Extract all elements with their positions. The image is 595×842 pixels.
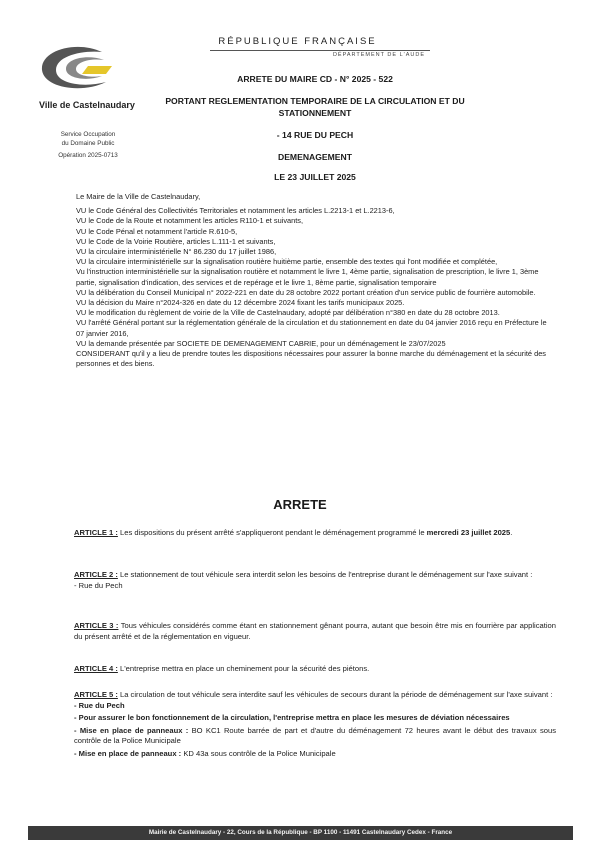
logo-yellow-mark: [82, 66, 112, 74]
preamble-line: VU la délibération du Conseil Municipal n° 2022-221 en date du 28 octobre 2022 portant création d'un service public de fourrière automobile.: [76, 287, 536, 297]
article-5-street: - Rue du Pech: [74, 700, 125, 710]
departement-label: DÉPARTEMENT DE L'AUDE: [332, 52, 425, 58]
service-line-1: Service Occupation: [60, 131, 116, 138]
article-5-bullet-3-text: KD 43a sous contrôle de la Police Municipale: [181, 748, 336, 758]
header-divider: [210, 50, 430, 51]
date-line: LE 23 JUILLET 2025: [274, 172, 356, 182]
page-footer: Mairie de Castelnaudary - 22, Cours de la République - BP 1100 - 11491 Castelnaudary Cedex - France: [28, 826, 573, 840]
preamble-line: CONSIDERANT qu'il y a lieu de prendre toutes les dispositions nécessaires pour assurer la bonne marche du déménagement et la sécurité des personnes et des biens.: [76, 349, 547, 369]
service-line-2: du Domaine Public: [61, 140, 115, 147]
article-3-label: ARTICLE 3 :: [74, 621, 119, 630]
republique-title: RÉPUBLIQUE FRANÇAISE: [218, 36, 377, 47]
preamble-line: VU la décision du Maire n°2024-326 en date du 12 décembre 2024 fixant les tarifs municipaux 2025.: [76, 298, 405, 308]
article-3-text: Tous véhicules considérés comme étant en stationnement gênant pourra, autant que besoin être mis en fourrière par application du présent arrêté et de la réglementation en vigueur.: [74, 621, 556, 641]
article-1-label: ARTICLE 1 :: [74, 528, 118, 537]
preamble-line: Vu l'instruction interministérielle sur la signalisation routière et notamment le livre 1, 4ème partie, signalisation de prescription, le livre 1, 3ème partie, signalisation d'indication, des services et de repérage et le livre 1, 8ème partie, signalisation temporaire: [76, 267, 539, 287]
article-2-street: - Rue du Pech: [74, 580, 123, 590]
article-1-end: .: [510, 528, 513, 537]
city-name: Ville de Castelnaudary: [39, 100, 135, 110]
preamble-line: VU la circulaire interministérielle N° 86.230 du 17 juillet 1986,: [76, 247, 277, 257]
article-1-text: Les dispositions du présent arrêté s'appliqueront pendant le déménagement programmé le: [117, 528, 427, 537]
preamble-line: VU le modification du règlement de voirie de la Ville de Castelnaudary, adopté par délibération n°380 en date du 28 octobre 2013.: [76, 308, 500, 318]
address-line: - 14 RUE DU PECH: [276, 130, 354, 140]
arrete-heading: ARRETE: [273, 497, 327, 512]
article-1: [74, 528, 556, 539]
arrete-number: ARRETE DU MAIRE CD - N° 2025 - 522: [237, 74, 393, 84]
article-5-bullet-3-head: - Mise en place de panneaux :: [74, 748, 182, 758]
article-5-label: ARTICLE 5 :: [74, 690, 118, 699]
article-5-bullet-2-text: BO KC1 Route barrée de part et d'autre du déménagement 72 heures avant le début des travaux sous contrôle de la Police Municipale: [74, 725, 556, 745]
article-5: [74, 690, 556, 759]
preamble-line: VU le Code Général des Collectivités Territoriales et notamment les articles L.2213-1 et L.2213-6,: [76, 206, 395, 216]
city-logo: [32, 44, 124, 94]
preamble: [76, 192, 556, 369]
preamble-line: VU la circulaire interministérielle sur la signalisation routière huitième partie, ensemble des textes qui l'ont modifiée et complétée,: [76, 257, 498, 267]
operation-number: Opération 2025-0713: [58, 152, 118, 159]
preamble-line: VU le Code de la Voirie Routière, articles L.111-1 et suivants,: [76, 236, 276, 246]
article-5-text: La circulation de tout véhicule sera interdite sauf les véhicules de secours durant la période de déménagement sur l'axe suivant :: [117, 690, 553, 699]
article-2-label: ARTICLE 2 :: [74, 570, 118, 579]
service-block: [28, 130, 148, 160]
article-4-label: ARTICLE 4 :: [74, 664, 118, 673]
preamble-line: VU le Code de la Route et notamment les articles R110-1 et suivants,: [76, 216, 304, 226]
article-3: [74, 621, 556, 642]
article-4: [74, 664, 556, 675]
preamble-line: VU la demande présentée par SOCIETE DE DEMENAGEMENT CABRIE, pour un déménagement le 23/07/2025: [76, 338, 446, 348]
article-4-text: L'entreprise mettra en place un cheminement pour la sécurité des piétons.: [117, 664, 370, 673]
subject-line-1: PORTANT REGLEMENTATION TEMPORAIRE DE LA CIRCULATION ET DU: [165, 96, 465, 106]
article-2-text: Le stationnement de tout véhicule sera interdit selon les besoins de l'entreprise durant le déménagement sur l'axe suivant :: [117, 570, 533, 579]
subject-line-2: STATIONNEMENT: [278, 108, 352, 118]
article-2: [74, 570, 556, 591]
article-1-date: mercredi 23 juillet 2025: [426, 528, 511, 537]
article-5-bullet-1: - Pour assurer le bon fonctionnement de la circulation, l'entreprise mettra en place les mesures de déviation nécessaires: [74, 713, 510, 722]
preamble-line: Le Maire de la Ville de Castelnaudary,: [76, 192, 201, 201]
event-line: DEMENAGEMENT: [277, 152, 352, 162]
preamble-line: VU l'arrêté Général portant sur la réglementation générale de la circulation et du stationnement en date du 04 janvier 2016 reçu en Préfecture le 07 janvier 2016,: [76, 318, 547, 338]
preamble-line: VU le Code Pénal et notamment l'article R.610-5,: [76, 226, 238, 236]
article-5-bullet-2-head: - Mise en place de panneaux :: [74, 725, 189, 735]
